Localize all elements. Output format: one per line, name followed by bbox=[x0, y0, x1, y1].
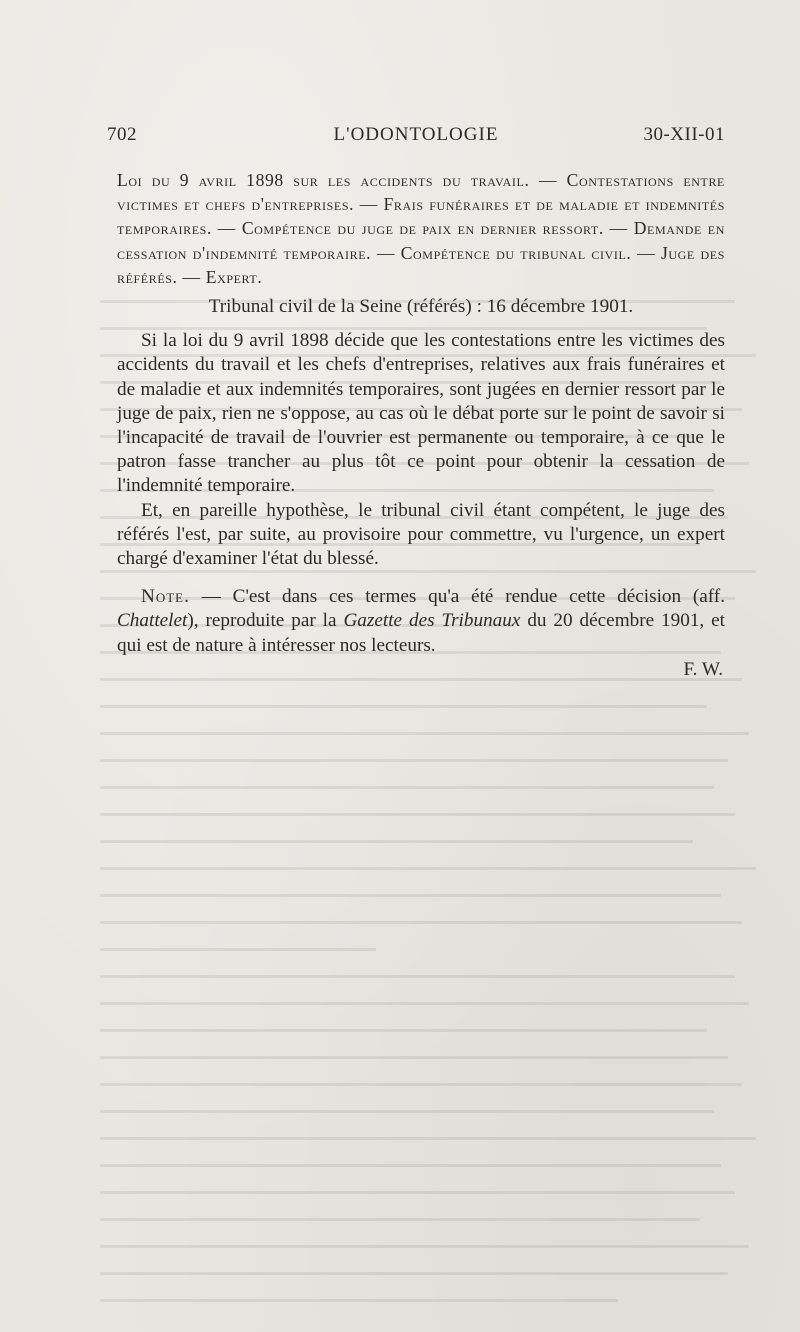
note-text-3: du 20 décembre 1901, et qui est de nature à intéresser nos lecteurs. bbox=[117, 610, 725, 656]
journal-title: L'ODONTOLOGIE bbox=[333, 124, 499, 145]
page-number: 702 bbox=[107, 124, 137, 145]
note-text-2: ), reproduite par la bbox=[187, 610, 344, 632]
article-heading: Loi du 9 avril 1898 sur les accidents du travail. — Contestations entre victimes et chefs d'entreprises. — Frais funéraires et de maladie et indemnités temporaires. — Compétence du juge de paix en dernier ressort. — Demande en cessation d'indemnité temporaire. — Compétence du tribunal civil. — Juge des référés. — Expert. bbox=[117, 170, 725, 287]
paragraph-2: Et, en pareille hypothèse, le tribunal civil étant compétent, le juge des référés l'est, par suite, au provisoire pour commettre, vu l'urgence, un expert chargé d'examiner l'état du blessé. bbox=[117, 499, 725, 570]
case-name: Chattelet bbox=[117, 610, 188, 632]
editor-note bbox=[117, 585, 725, 658]
court-citation: Tribunal civil de la Seine (référés) : 16 décembre 1901. bbox=[208, 296, 634, 318]
paragraph-1: Si la loi du 9 avril 1898 décide que les contestations entre les victimes des accidents du travail et les chefs d'entreprises, relatives aux frais funéraires et de maladie et aux indemnités temporaires, sont jugées en dernier ressort par le juge de paix, rien ne s'oppose, au cas où le débat porte sur le point de savoir si l'incapacité de travail de l'ouvrier est permanente ou temporaire, à ce que le patron fasse trancher au plus tôt ce point pour obtenir la cessation de l'indemnité temporaire. bbox=[117, 330, 725, 497]
issue-date: 30-XII-01 bbox=[643, 124, 725, 145]
signature: F. W. bbox=[683, 658, 723, 680]
note-label: Note. bbox=[141, 586, 190, 608]
publication-name: Gazette des Tribunaux bbox=[343, 610, 521, 632]
note-text-1: — C'est dans ces termes qu'a été rendue cette décision (aff. bbox=[189, 586, 725, 608]
article-body bbox=[117, 168, 725, 682]
running-header bbox=[107, 124, 725, 154]
